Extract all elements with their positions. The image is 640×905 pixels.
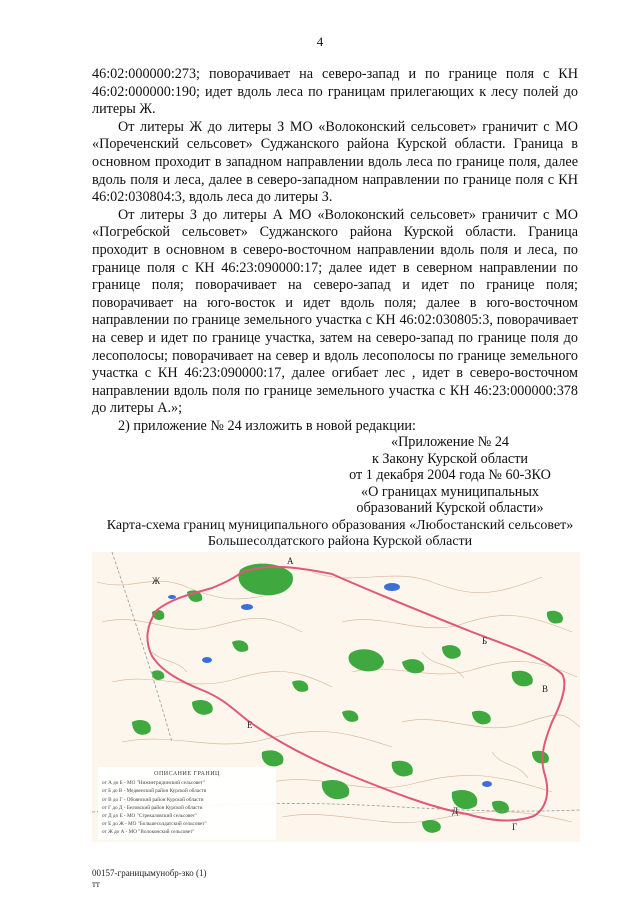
legend-item: от В до Г - Обоянский район Курской области	[102, 796, 204, 803]
body-text	[92, 66, 578, 435]
map-title-line: Большесолдатского района Курской области	[207, 534, 473, 549]
page-number: 4	[316, 34, 324, 49]
map-title-line: Карта-схема границ муниципального образования «Любостанский сельсовет»	[106, 518, 574, 533]
legend-item: от Ж до А - МО "Волоконский сельсовет"	[102, 829, 195, 836]
footer-initials: тт	[92, 879, 100, 889]
appendix-header	[330, 434, 570, 517]
legend-title: ОПИСАНИЕ ГРАНИЦ	[154, 771, 220, 777]
appendix-line: к Закону Курской области	[371, 450, 529, 467]
footer-filename: 00157-границымунобр-зко (1)	[92, 868, 207, 878]
letter-v: В	[542, 684, 549, 694]
letter-b: Б	[482, 636, 488, 646]
letter-zh: Ж	[152, 576, 161, 586]
footer	[92, 868, 206, 890]
paragraph-appendix-intro: 2) приложение № 24 изложить в новой редакции:	[118, 417, 416, 434]
appendix-line: образований Курской области»	[356, 500, 544, 517]
map-legend	[98, 767, 276, 840]
appendix-line: «О границах муниципальных	[360, 483, 540, 500]
legend-item: от Е до Ж - МО "Большесолдатский сельсовет"	[102, 821, 207, 828]
letter-g: Г	[512, 822, 518, 832]
appendix-line: «Приложение № 24	[390, 434, 510, 450]
legend-item: от А до Б - МО "Нижнегридинский сельсовет"	[102, 780, 205, 787]
letter-a: А	[287, 556, 294, 566]
paragraph-continuation: 46:02:000000:273; поворачивает на северо-запад и по границе поля с КН 46:02:000000:190; идет вдоль леса по границам прилегающих к лесу полей до литеры Ж.	[92, 66, 578, 118]
letter-d: Д	[452, 806, 459, 816]
letter-e: Е	[247, 720, 253, 730]
appendix-line: от 1 декабря 2004 года № 60-ЗКО	[349, 467, 551, 484]
map-title	[60, 518, 620, 550]
legend-item: от Д до Е - МО "Стрекаловский сельсовет"	[102, 813, 198, 820]
paragraph-z-to-a: От литеры З до литеры А МО «Волоконский сельсовет» граничит с МО «Погребской сельсовет» Суджанского района Курской области. Граница проходит в основном в северо-восточном направлении вдоль поля и леса, по границе поля с КН 46:23:090000:17; далее идет в северном направлении по границе поля; поворачивает на северо-запад и идет по границе поля; поворачивает на юго-восток и идет вдоль поля; далее в юго-восточном направлении по границе земельного участка с КН 46:02:030805:3, поворачивает на север и идет по границе участка, затем на северо-запад по границе поля до лесополосы; поворачивает на север и вдоль лесополосы по границе земельного участка с КН 46:23:090000:17, далее огибает лес , идет в северо-восточном направлении вдоль поля по границе земельного участка с КН 46:23:000000:378 до литеры А.»;	[92, 206, 578, 417]
paragraph-zh-to-z: От литеры Ж до литеры З МО «Волоконский сельсовет» граничит с МО «Пореченский сельсовет» Суджанского района Курской области. Граница в основном проходит в западном направлении вдоль леса по границе поля, далее вдоль поля и леса, далее в северо-западном направлении по границе поля с КН 46:02:030804:3, вдоль леса до литеры З.	[92, 118, 578, 206]
legend-item: от Б до В - Медвенский район Курской области	[102, 788, 207, 795]
legend-item: от Г до Д - Беловский район Курской области	[102, 804, 203, 811]
